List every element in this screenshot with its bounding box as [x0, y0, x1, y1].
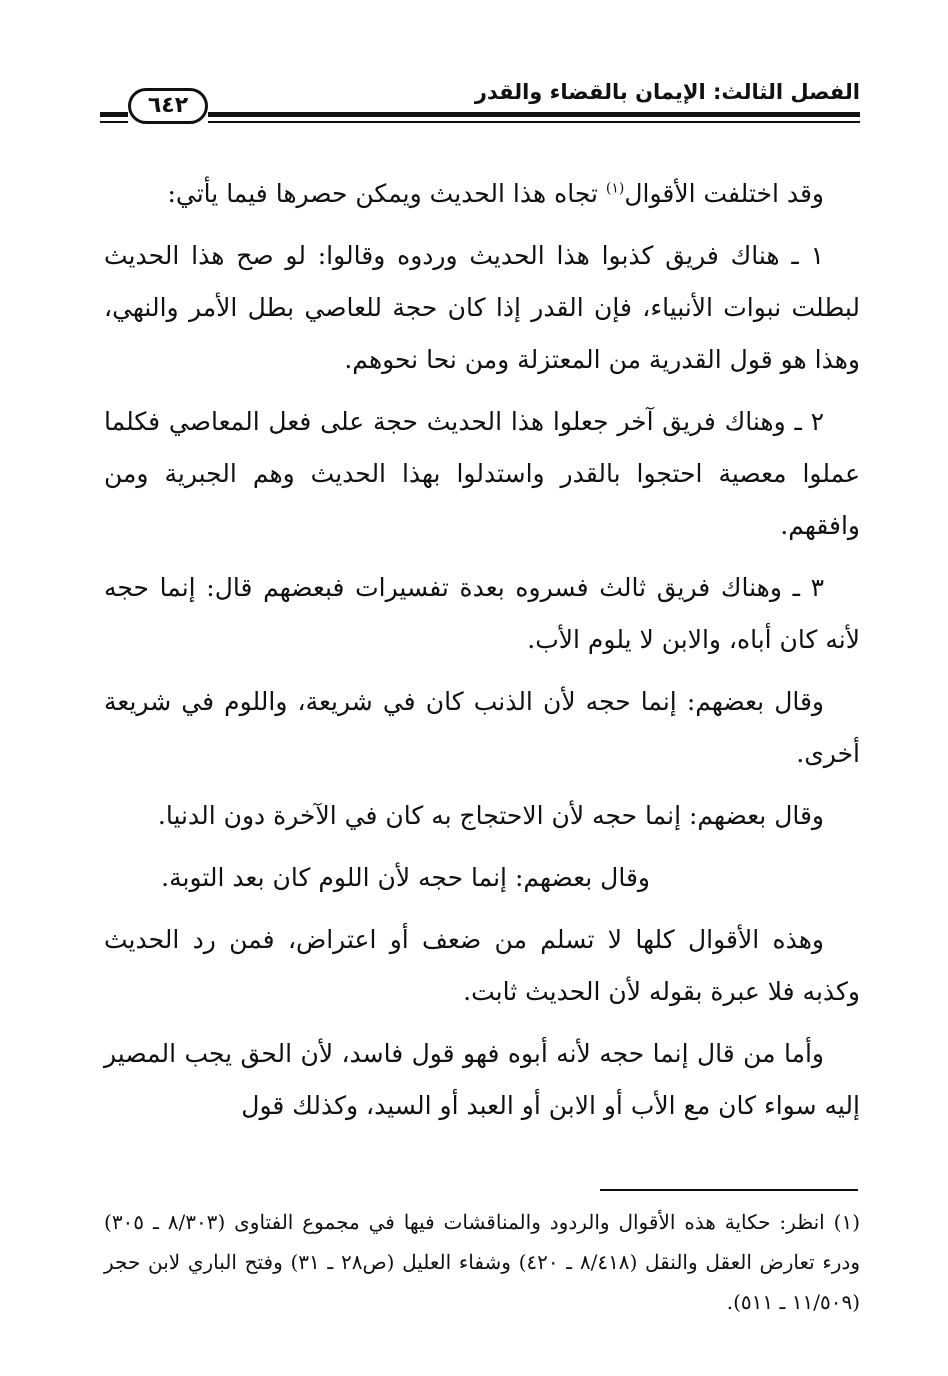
paragraph-opinion-b: وقال بعضهم: إنما حجه لأن الاحتجاج به كان في الآخرة دون الدنيا.: [157, 801, 824, 830]
body-text: [104, 168, 860, 1142]
intro-text-end: تجاه هذا الحديث ويمكن حصرها فيما يأتي:: [167, 179, 606, 208]
header-rule-left-thick: [100, 112, 128, 117]
footnotes: [104, 1202, 860, 1322]
intro-text-start: وقد اختلفت الأقوال: [624, 179, 824, 208]
footnote-1: (١) انظر: حكاية هذه الأقوال والردود والمناقشات فيها في مجموع الفتاوى (٨/٣٠٣ ـ ٣٠٥) ودرء تعارض العقل والنقل (٨/٤١٨ ـ ٤٢٠) وشفاء العليل (ص٢٨ ـ ٣١) وفتح الباري لابن حجر (١١/٥٠٩ ـ ٥١١).: [104, 1210, 861, 1314]
header-rule-left-thin: [100, 121, 128, 123]
footnote-reference[interactable]: (١): [605, 180, 625, 197]
page-header: [100, 70, 860, 130]
footnote-separator: [600, 1189, 858, 1191]
paragraph-view-2: ٢ ـ وهناك فريق آخر جعلوا هذا الحديث حجة على فعل المعاصي فكلما عملوا معصية احتجوا بالقدر واستدلوا بهذا الحديث وهم الجبرية ومن وافقهم.: [104, 407, 860, 540]
paragraph-intro: [104, 168, 860, 220]
paragraph-view-1: ١ ـ هناك فريق كذبوا هذا الحديث وردوه وقالوا: لو صح هذا الحديث لبطلت نبوات الأنبياء، فإن القدر إذا كان حجة للعاصي بطل الأمر والنهي، وهذا هو قول القدرية من المعتزلة ومن نحا نحوهم.: [104, 241, 860, 374]
paragraph-opinion-c: وقال بعضهم: إنما حجه لأن اللوم كان بعد التوبة.: [161, 863, 650, 892]
paragraph-opinion-a: وقال بعضهم: إنما حجه لأن الذنب كان في شريعة، واللوم في شريعة أخرى.: [104, 687, 860, 768]
paragraph-refutation: وأما من قال إنما حجه لأنه أبوه فهو قول فاسد، لأن الحق يجب المصير إليه سواء كان مع الأب أو الابن أو العبد أو السيد، وكذلك قول: [104, 1039, 860, 1120]
header-rule-thick: [208, 112, 860, 117]
paragraph-view-3: ٣ ـ وهناك فريق ثالث فسروه بعدة تفسيرات فبعضهم قال: إنما حجه لأنه كان أباه، والابن لا يلوم الأب.: [104, 573, 860, 654]
paragraph-assessment: وهذه الأقوال كلها لا تسلم من ضعف أو اعتراض، فمن رد الحديث وكذبه فلا عبرة بقوله لأن الحديث ثابت.: [104, 925, 860, 1006]
page-number: ٦٤٢: [128, 88, 208, 124]
chapter-title: الفصل الثالث: الإيمان بالقضاء والقدر: [474, 80, 860, 104]
header-rule-thin: [208, 121, 860, 123]
